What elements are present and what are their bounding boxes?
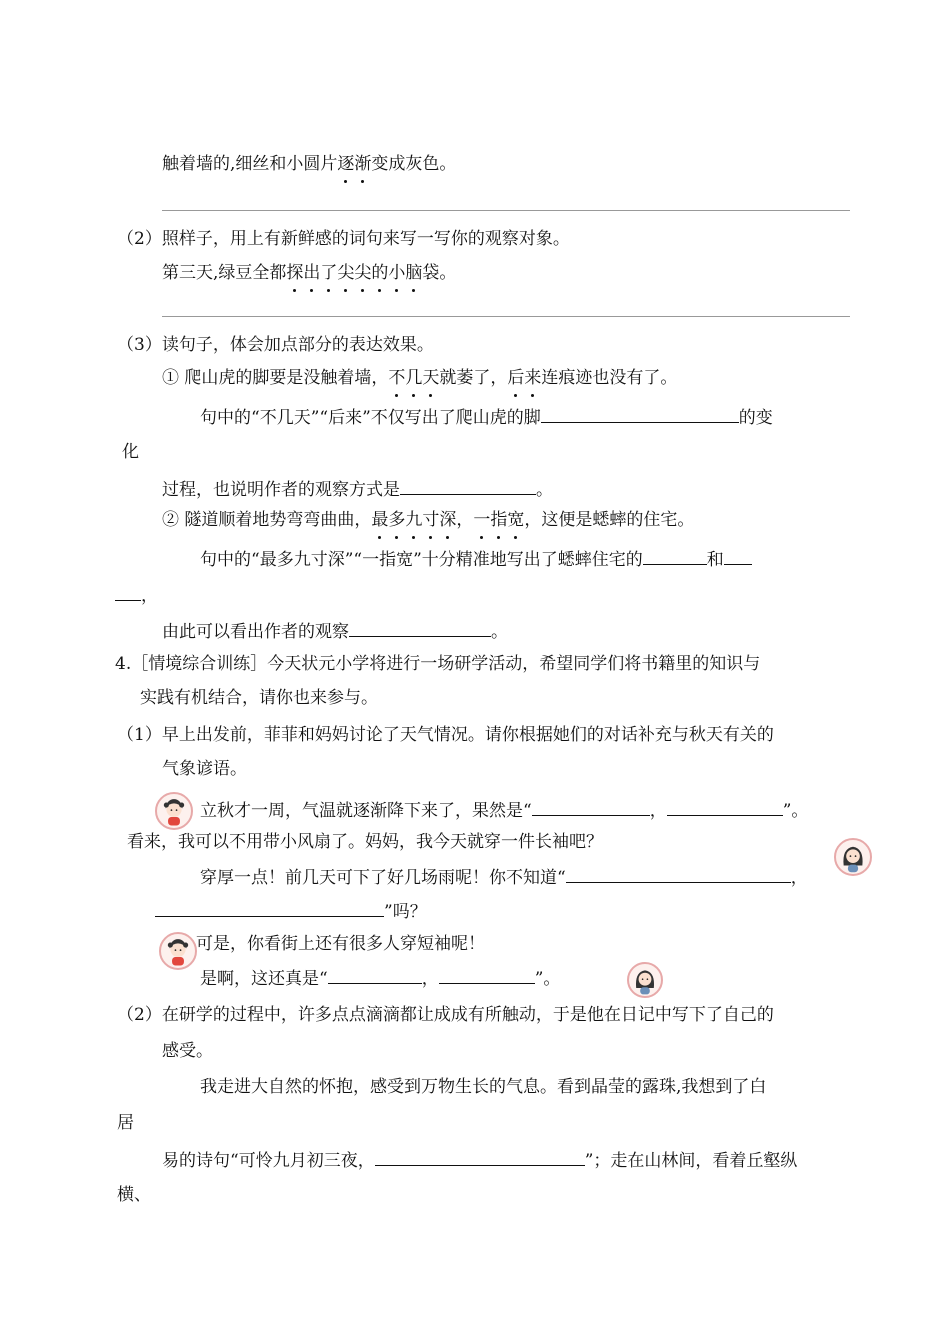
question-3-3: （3）读句子，体会加点部分的表达效果。 (117, 335, 434, 355)
sentence-2-question: 句中的“最多九寸深”“一指宽”十分精准地写出了蟋蟀住宅的 和 (200, 546, 752, 572)
emphasis-char: 的 (371, 263, 389, 283)
dialogue-child-1-cont: 看来，我可以不用带小风扇了。妈妈，我今天就穿一件长袖吧？ (127, 832, 603, 852)
emphasis-char: 几 (405, 368, 423, 388)
fill-blank[interactable] (532, 797, 650, 816)
fill-blank[interactable] (566, 864, 791, 883)
answer-line[interactable] (162, 316, 850, 317)
wrap-text: 化 (122, 442, 139, 462)
emphasis-char: 出 (303, 263, 321, 283)
diary-text-2: 易的诗句“可怜九月初三夜， ”；走在山林间，看着丘壑纵 (162, 1147, 797, 1173)
emphasis-char: 九 (405, 510, 423, 530)
dialogue-mother-2: 是啊，这还真是“ ， ”。 (200, 965, 560, 991)
sentence-1-question: 句中的“不几天”“后来”不仅写出了爬山虎的脚 的变 (200, 404, 773, 430)
emphasis-char: 指 (490, 510, 508, 530)
fill-blank[interactable] (643, 546, 707, 565)
emphasis-char: 逐 (337, 154, 355, 174)
emphasis-char: 尖 (337, 263, 355, 283)
fill-blank[interactable] (155, 898, 384, 917)
emphasis-char: 后 (507, 368, 525, 388)
emphasis-char: 宽 (507, 510, 525, 530)
dialogue-mother-1: 穿厚一点！前几天可下了好几场雨呢！你不知道“ ， (200, 864, 808, 890)
sentence-1-question-cont: 过程，也说明作者的观察方式是 。 (162, 476, 553, 502)
emphasis-char: 尖 (354, 263, 372, 283)
emphasis-char: 寸 (422, 510, 440, 530)
dialogue-child-1: 立秋才一周，气温就逐渐降下来了，果然是“ ， ”。 (200, 797, 808, 823)
dialogue-mother-1-cont: ”吗？ (155, 898, 427, 924)
question-4-2: （2）在研学的过程中，许多点点滴滴都让成成有所触动，于是他在日记中写下了自己的 (117, 1005, 774, 1025)
question-4-1-cont: 气象谚语。 (162, 759, 247, 779)
fill-blank[interactable] (115, 582, 141, 601)
emphasis-char: 深 (439, 510, 457, 530)
answer-line[interactable] (162, 210, 850, 211)
fill-blank[interactable] (541, 404, 739, 423)
sentence-2: ② 隧道顺着地势弯弯曲曲，最多九寸深，一指宽，这便是蟋蟀的住宅。 (162, 510, 695, 530)
fill-blank[interactable] (724, 546, 752, 565)
emphasis-char: 渐 (354, 154, 372, 174)
emphasis-char: 不 (388, 368, 406, 388)
sentence-2-question-cont: 由此可以看出作者的观察 。 (162, 618, 508, 644)
emphasis-char: 了 (320, 263, 338, 283)
diary-text-1: 我走进大自然的怀抱，感受到万物生长的气息。看到晶莹的露珠,我想到了白 (200, 1077, 767, 1097)
example-sentence: 第三天,绿豆全都探出了尖尖的小脑袋。 (162, 263, 457, 283)
emphasis-char: 最 (371, 510, 389, 530)
question-4-title: 4.［情境综合训练］今天状元小学将进行一场研学活动，希望同学们将书籍里的知识与 (115, 654, 761, 674)
fill-blank[interactable] (667, 797, 783, 816)
fill-blank[interactable] (439, 965, 535, 984)
fill-blank[interactable] (328, 965, 422, 984)
fill-blank[interactable] (349, 618, 491, 637)
emphasis-char: 探 (286, 263, 304, 283)
question-4-2-cont: 感受。 (162, 1041, 213, 1061)
question-3-2: （2）照样子，用上有新鲜感的词句来写一写你的观察对象。 (117, 229, 570, 249)
emphasis-char: 脑 (405, 263, 423, 283)
diary-text-3: 横、 (117, 1185, 151, 1205)
fill-blank[interactable] (375, 1147, 585, 1166)
diary-text-wrap: 居 (117, 1113, 134, 1133)
question-4-title-cont: 实践有机结合，请你也来参与。 (140, 688, 378, 708)
sentence-2-question-wrap: ， (115, 582, 158, 608)
emphasis-char: 多 (388, 510, 406, 530)
sentence-1: ① 爬山虎的脚要是没触着墙，不几天就萎了，后来连痕迹也没有了。 (162, 368, 678, 388)
emphasis-char: 来 (524, 368, 542, 388)
girl-avatar-icon (155, 792, 193, 830)
fill-blank[interactable] (400, 476, 536, 495)
mother-avatar-icon (834, 838, 872, 876)
emphasis-char: 小 (388, 263, 406, 283)
question-4-1: （1）早上出发前，菲菲和妈妈讨论了天气情况。请你根据她们的对话补充与秋天有关的 (117, 725, 774, 745)
emphasis-char: 天 (422, 368, 440, 388)
dialogue-child-2: 可是，你看街上还有很多人穿短袖呢！ (196, 934, 485, 954)
emphasis-char: 一 (473, 510, 491, 530)
mother-avatar-icon (627, 962, 663, 998)
sample-sentence-1: 触着墙的,细丝和小圆片逐渐变成灰色。 (162, 154, 457, 174)
girl-avatar-icon (159, 932, 197, 970)
